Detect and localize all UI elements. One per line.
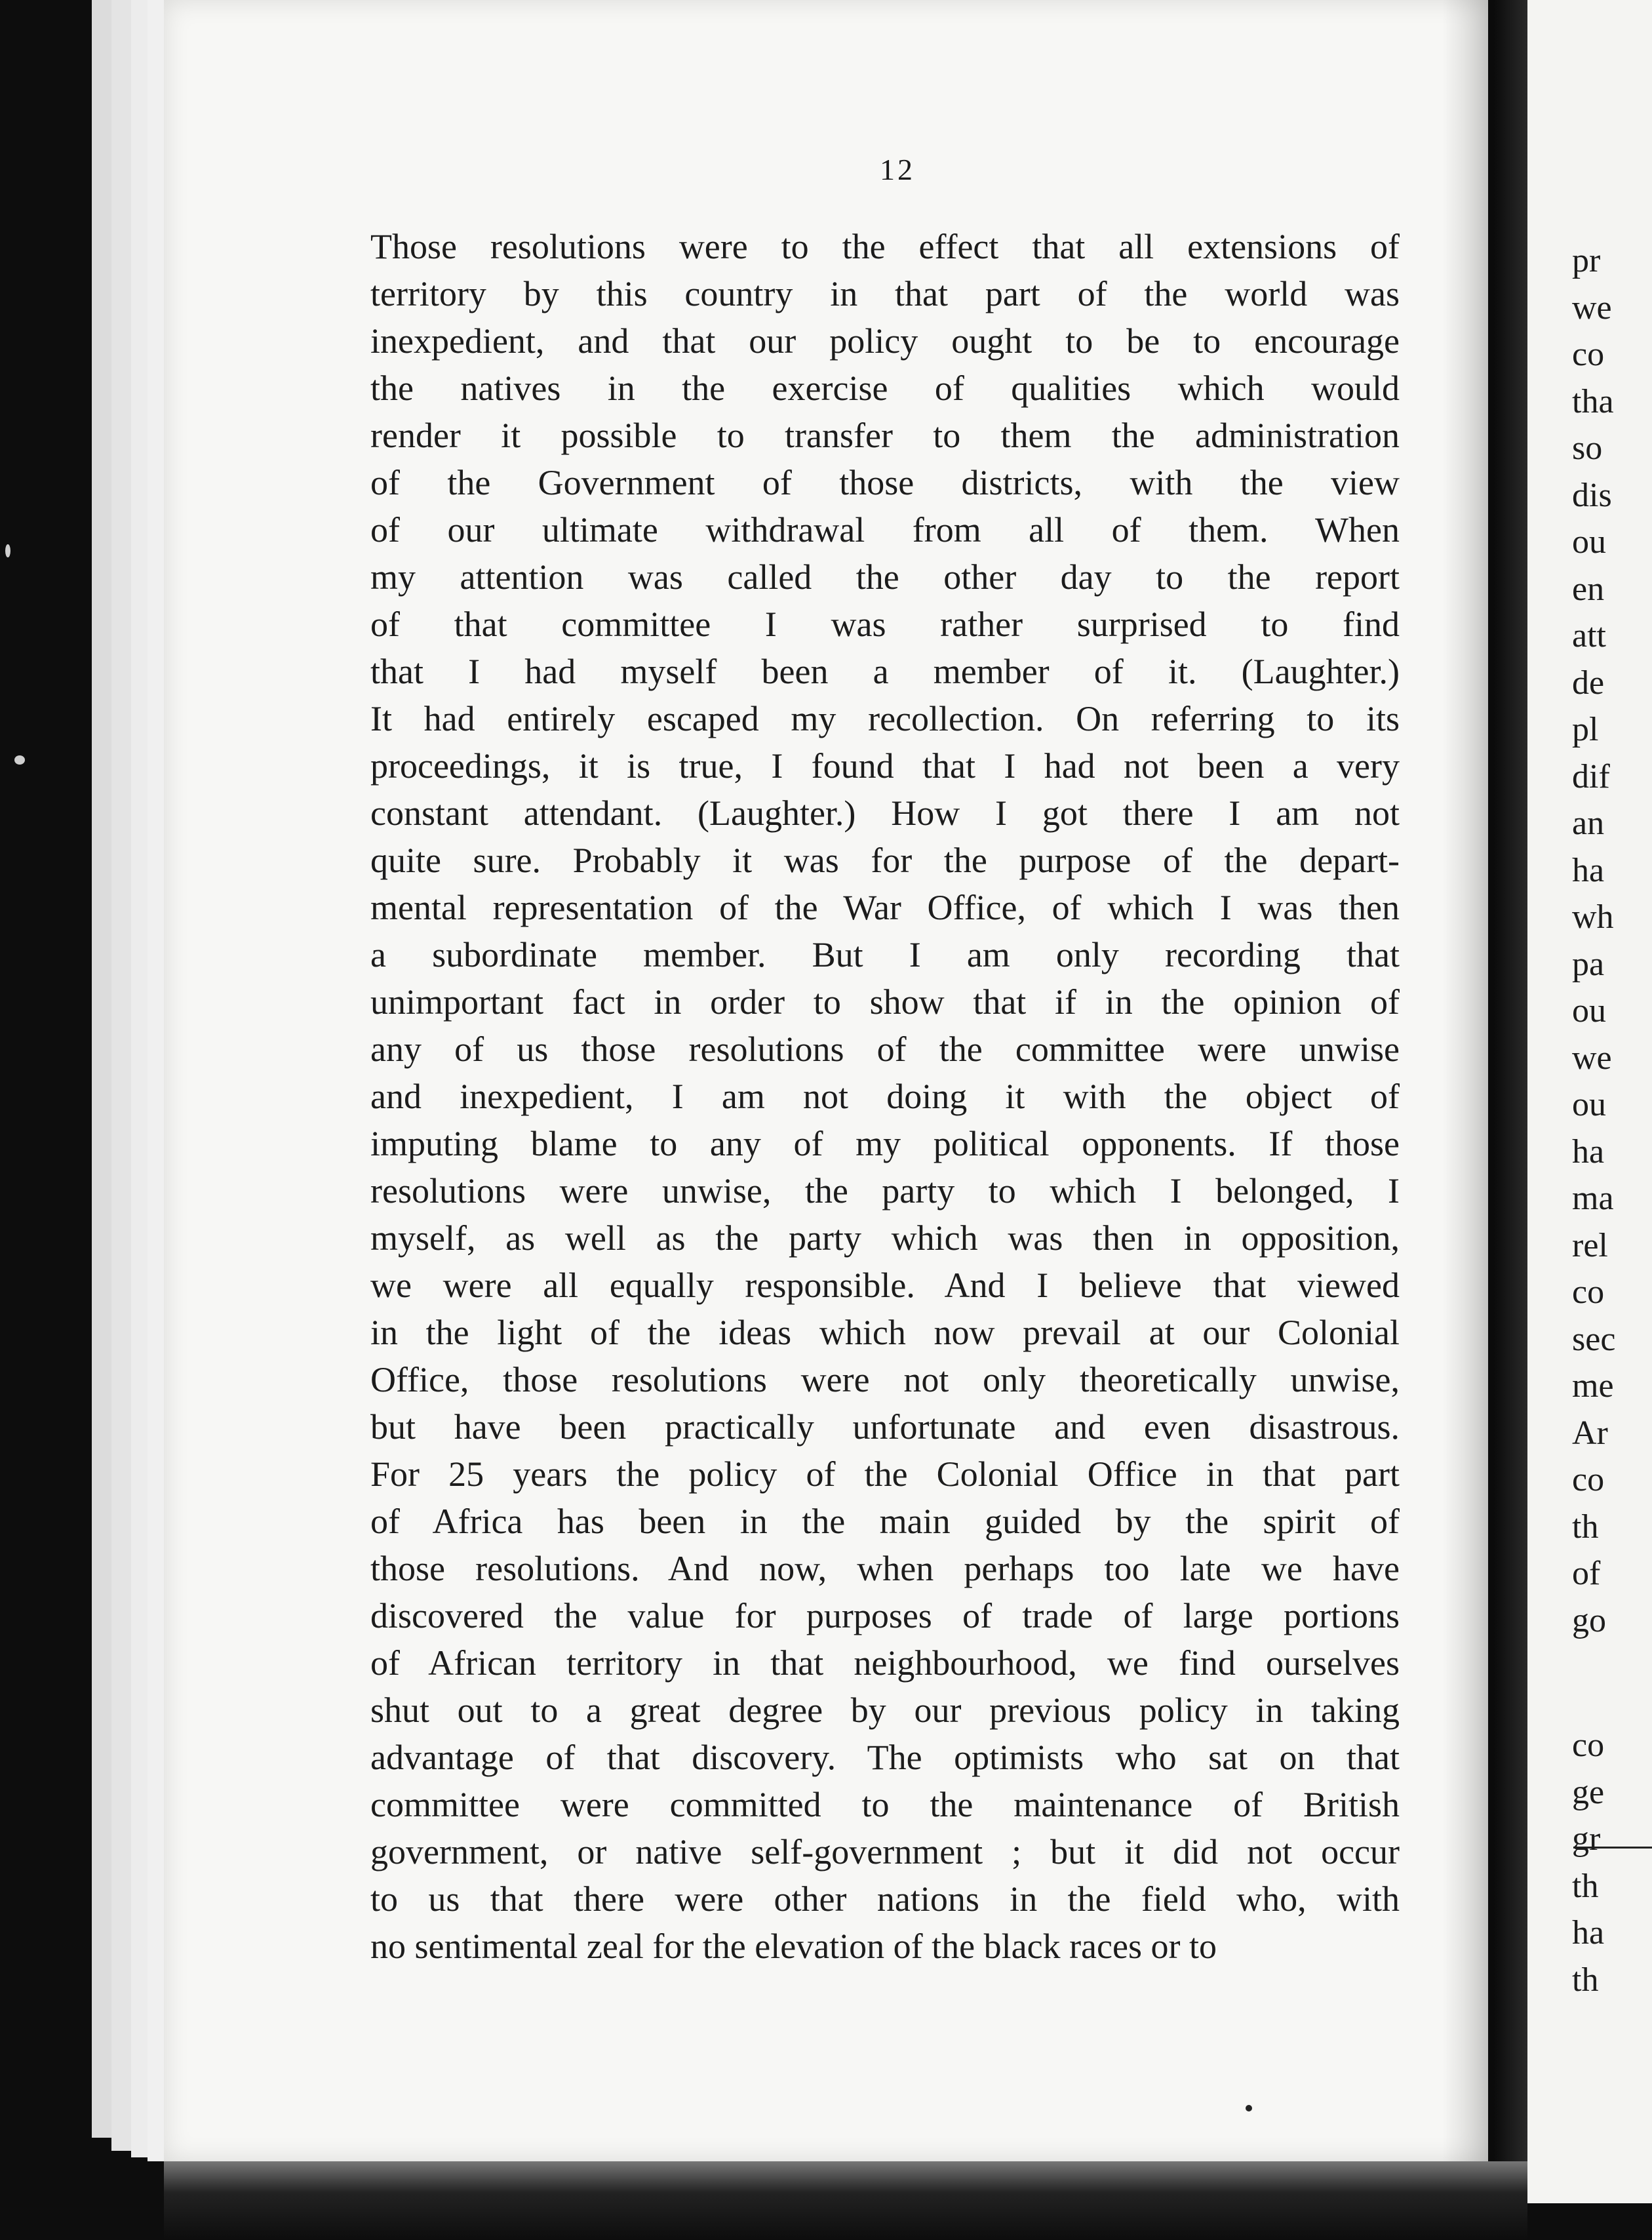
text-line: that I had myself been a member of it. (Laughter.) bbox=[370, 652, 1400, 691]
text-line: of Africa has been in the main guided by the spirit of bbox=[370, 1502, 1400, 1541]
text-line: shut out to a great degree by our previous policy in taking bbox=[370, 1690, 1400, 1730]
text-line: a subordinate member. But I am only recording that bbox=[370, 935, 1400, 974]
text-line: my attention was called the other day to the report bbox=[370, 557, 1400, 597]
facing-page-fragment: gr bbox=[1572, 1820, 1601, 1858]
text-line: committee were committed to the maintenance of British bbox=[370, 1785, 1400, 1824]
facing-page-fragment: we bbox=[1572, 289, 1612, 327]
text-line: no sentimental zeal for the elevation of the black races or to bbox=[370, 1927, 1217, 1966]
facing-page-fragment: we bbox=[1572, 1039, 1612, 1077]
facing-page-fragment: th bbox=[1572, 1961, 1599, 1999]
facing-page-fragment: att bbox=[1572, 617, 1606, 654]
text-line: government, or native self-government ; but it did not occur bbox=[370, 1832, 1400, 1871]
facing-page-fragment: ma bbox=[1572, 1180, 1614, 1217]
facing-page-fragment: th bbox=[1572, 1867, 1599, 1905]
text-line: in the light of the ideas which now prevail at our Colonial bbox=[370, 1313, 1400, 1352]
page-number: 12 bbox=[880, 153, 915, 186]
text-line: Those resolutions were to the effect that all extensions of bbox=[370, 227, 1400, 266]
facing-page-fragment: wh bbox=[1572, 898, 1614, 936]
facing-page-fragment: co bbox=[1572, 336, 1605, 373]
text-line: quite sure. Probably it was for the purpose of the depart- bbox=[370, 841, 1400, 880]
text-line: render it possible to transfer to them the administration bbox=[370, 416, 1400, 455]
facing-page-fragment: co bbox=[1572, 1727, 1605, 1764]
facing-page-fragment: co bbox=[1572, 1273, 1605, 1311]
facing-page-fragment: de bbox=[1572, 664, 1605, 702]
text-line: inexpedient, and that our policy ought to be to encourage bbox=[370, 321, 1400, 361]
text-line: any of us those resolutions of the committee were unwise bbox=[370, 1030, 1400, 1069]
text-line: advantage of that discovery. The optimists who sat on that bbox=[370, 1738, 1400, 1777]
text-line: we were all equally responsible. And I believe that viewed bbox=[370, 1266, 1400, 1305]
text-line: and inexpedient, I am not doing it with the object of bbox=[370, 1077, 1400, 1116]
facing-page-fragment: ou bbox=[1572, 523, 1606, 561]
facing-page-fragment: th bbox=[1572, 1508, 1599, 1546]
facing-page-fragment: ou bbox=[1572, 1086, 1606, 1123]
facing-page-fragment: ge bbox=[1572, 1773, 1605, 1811]
facing-page-fragment: rel bbox=[1572, 1226, 1608, 1264]
facing-page-fragment: en bbox=[1572, 570, 1605, 608]
text-line: myself, as well as the party which was then in opposition, bbox=[370, 1218, 1400, 1258]
facing-page-fragment: co bbox=[1572, 1461, 1605, 1498]
text-line: mental representation of the War Office, of which I was then bbox=[370, 888, 1400, 927]
facing-page-text-bottom bbox=[1572, 1722, 1604, 2003]
text-line: of African territory in that neighbourhood, we find ourselves bbox=[370, 1643, 1400, 1683]
facing-page-fragment: so bbox=[1572, 430, 1603, 467]
facing-page-fragment: of bbox=[1572, 1555, 1601, 1592]
facing-page-fragment: pa bbox=[1572, 945, 1605, 983]
text-line: the natives in the exercise of qualities which would bbox=[370, 369, 1400, 408]
text-line: constant attendant. (Laughter.) How I got there I am not bbox=[370, 793, 1400, 833]
text-line: of the Government of those districts, with the view bbox=[370, 463, 1400, 502]
facing-page-fragment: pr bbox=[1572, 242, 1601, 279]
text-line: of that committee I was rather surprised to find bbox=[370, 605, 1400, 644]
facing-page-fragment: ha bbox=[1572, 1914, 1605, 1951]
text-line: those resolutions. And now, when perhaps too late we have bbox=[370, 1549, 1400, 1588]
facing-page-fragment: ha bbox=[1572, 851, 1605, 889]
scan-speck bbox=[5, 544, 10, 557]
facing-page-fragment: an bbox=[1572, 805, 1605, 842]
text-line: Office, those resolutions were not only theoretically unwise, bbox=[370, 1360, 1400, 1399]
facing-page-fragment: tha bbox=[1572, 382, 1614, 420]
facing-page-fragment: Ar bbox=[1572, 1414, 1608, 1452]
text-line: to us that there were other nations in the field who, with bbox=[370, 1879, 1400, 1919]
gutter-shadow bbox=[1442, 0, 1527, 2161]
facing-page-fragment: ha bbox=[1572, 1132, 1605, 1170]
facing-page-fragment: sec bbox=[1572, 1320, 1616, 1358]
facing-page-fragment: dif bbox=[1572, 757, 1610, 795]
facing-page-fragment: dis bbox=[1572, 476, 1612, 514]
text-line: discovered the value for purposes of trade of large portions bbox=[370, 1596, 1400, 1635]
page-body-text bbox=[370, 223, 1400, 1970]
page-bottom-edge bbox=[164, 2161, 1527, 2240]
facing-page-fragment: ou bbox=[1572, 992, 1606, 1030]
facing-page-fragment: me bbox=[1572, 1367, 1614, 1405]
facing-page-text-top bbox=[1572, 237, 1615, 1644]
facing-page-fragment: go bbox=[1572, 1601, 1606, 1639]
text-line: imputing blame to any of my political opponents. If those bbox=[370, 1124, 1400, 1163]
text-line: proceedings, it is true, I found that I had not been a very bbox=[370, 746, 1400, 786]
text-line: resolutions were unwise, the party to which I belonged, I bbox=[370, 1171, 1400, 1210]
facing-page-fragment: pl bbox=[1572, 711, 1599, 748]
scan-speck bbox=[14, 755, 25, 765]
text-line: of our ultimate withdrawal from all of them. When bbox=[370, 510, 1400, 550]
text-line: territory by this country in that part of the world was bbox=[370, 274, 1400, 313]
text-line: unimportant fact in order to show that if in the opinion of bbox=[370, 982, 1400, 1022]
text-line: It had entirely escaped my recollection. On referring to its bbox=[370, 699, 1400, 738]
text-line: but have been practically unfortunate and even disastrous. bbox=[370, 1407, 1400, 1447]
scan-speck bbox=[1246, 2105, 1252, 2111]
text-line: For 25 years the policy of the Colonial Office in that part bbox=[370, 1454, 1400, 1494]
